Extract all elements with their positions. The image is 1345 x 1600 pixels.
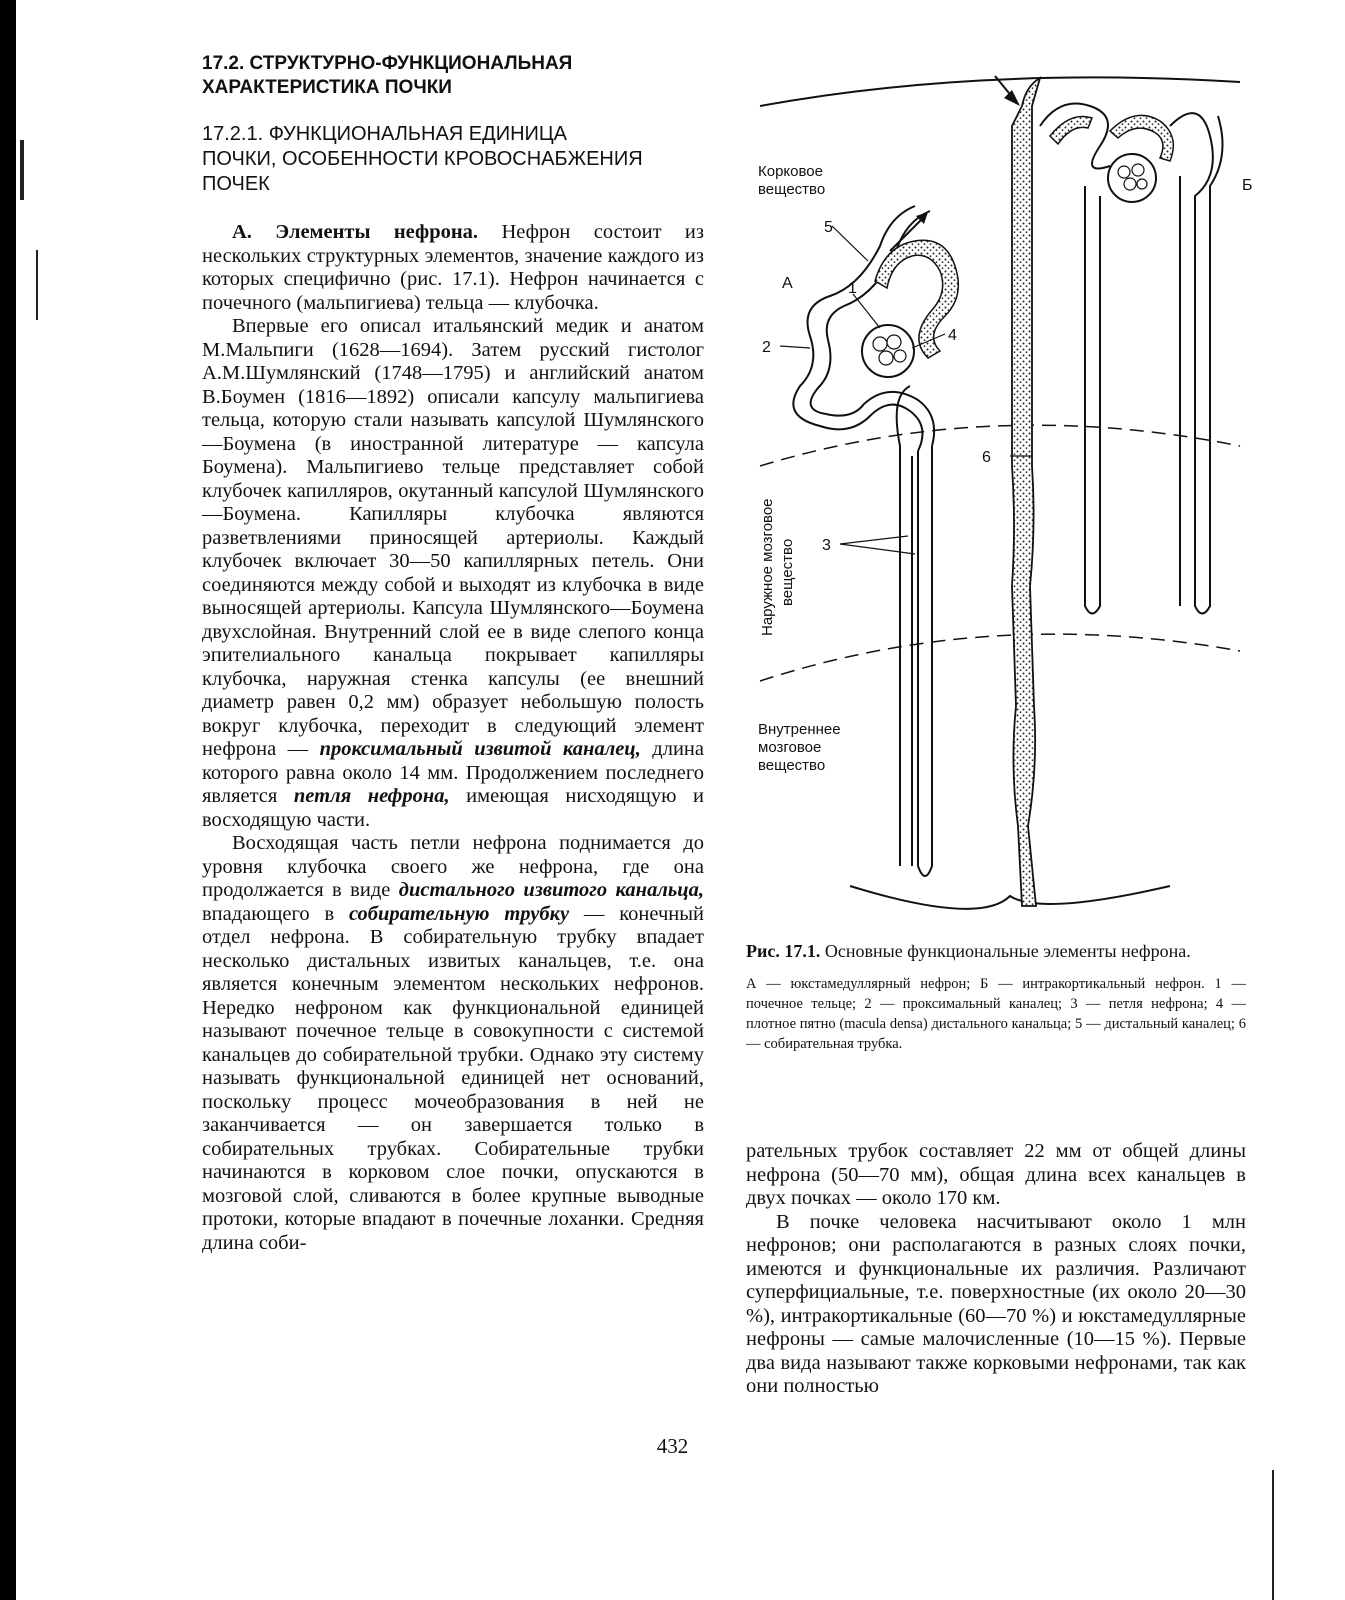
paragraph-text: впадающего в (202, 902, 349, 925)
paragraph-nephron-elements (202, 221, 704, 315)
distal-tubule-b (1050, 115, 1173, 161)
paragraph-ascending-loop (202, 832, 704, 1255)
figure-caption (746, 940, 1246, 1054)
outer-medulla-boundary-dashed (760, 634, 1240, 681)
paragraph-text: Нефрон состоит из нескольких структурных элементов, значение каждого из которых специфично (рис. 17.1). Нефрон начинается с почечного (мальпигиева) тельца — клубочка. (202, 221, 704, 314)
scan-edge-mark (1272, 1470, 1274, 1600)
subsection-title-line3: ПОЧЕК (202, 173, 270, 195)
term-nephron-loop: петля нефрона, (293, 785, 450, 807)
caption-title-text: Основные функциональные элементы нефрона. (820, 941, 1191, 961)
scan-edge-mark (20, 140, 24, 200)
renal-corpuscle-a (862, 325, 914, 377)
caption-title (746, 940, 1246, 962)
paragraph-nephron-count: В почке человека насчитывают около 1 млн нефронов; они располагаются в разных слоях почки, имеются и функциональные их различия. Различают суперфициальные, т.е. поверхностные (их около 20—30 %), интракортикальные (60—70 %) и юкстамедуллярные нефроны — самые малочисленные (10—15 %). Первые два вида называют также корковыми нефронами, так как они полностью (746, 1210, 1246, 1397)
label-cortex-line1: Корковое (758, 163, 823, 180)
paragraph-text: имеющая нисходящую и восходящую части. (202, 785, 705, 831)
paragraph-history (202, 315, 704, 832)
scan-edge-mark (36, 250, 38, 320)
caption-legend: А — юкстамедуллярный нефрон; Б — интракортикальный нефрон. 1 — почечное тельце; 2 — проксимальный каналец; 3 — петля нефрона; 4 — плотное пятно (macula densa) дистального канальца; 5 — дистальный каналец; 6 — собирательная трубка. (746, 976, 1246, 1052)
nephron-figure (740, 66, 1260, 916)
label-number-4: 4 (948, 327, 957, 344)
term-distal-tubule: дистального извитого канальца, (398, 879, 704, 901)
label-number-2: 2 (762, 339, 771, 356)
label-outer-medulla-line2: вещество (779, 538, 796, 606)
section-title-line2: ХАРАКТЕРИСТИКА ПОЧКИ (202, 77, 452, 98)
scan-edge-bar (0, 0, 16, 1600)
label-cortex-line2: вещество (758, 181, 826, 198)
subsection-title-line2: ПОЧКИ, ОСОБЕННОСТИ КРОВОСНАБЖЕНИЯ (202, 148, 643, 170)
label-number-1: 1 (848, 280, 857, 297)
paragraph-lead: А. Элементы нефрона. (232, 221, 479, 243)
label-number-6: 6 (982, 449, 991, 466)
cortex-boundary-dashed (760, 425, 1240, 466)
subsection-title (202, 122, 704, 197)
page-number: 432 (656, 1434, 689, 1458)
renal-corpuscle-b (1108, 154, 1156, 202)
label-outer-medulla-line1: Наружное мозговое (759, 498, 776, 636)
afferent-arrowhead (1004, 90, 1020, 106)
section-title-line1: 17.2. СТРУКТУРНО-ФУНКЦИОНАЛЬНАЯ (202, 53, 573, 74)
label-number-5: 5 (824, 219, 833, 236)
paragraph-text: Впервые его описал итальянский медик и анатом М.Мальпиги (1628—1694). Затем русский гистолог А.М.Шумлянский (1748—1795) и английский анатом В.Боумен (1816—1892) описали капсулу мальпигиева тельца, которую стали называть капсулой Шумлянского—Боумена (в иностранной литературе — капсула Боумена). Мальпигиево тельце представляет собой клубочек капилляров, окутанный капсулой Шумлянского—Боумена. Капилляры клубочка являются разветвлениями приносящей артериолы. Каждый клубочек включает 30—50 капиллярных петель. Они соединяются между собой и выходят из клубочка в виде выносящей артериолы. Капсула Шумлянского—Боумена двухслойная. Внутренний слой ее в виде слепого конца эпителиального канальца покрывает капилляры клубочка, наружная стенка капсулы (ее внешний диаметр равен 0,2 мм) образует небольшую полость вокруг клубочка, переходит в следующий элемент нефрона — (202, 315, 704, 760)
term-collecting-duct: собирательную трубку (348, 902, 570, 925)
right-column (746, 1140, 1246, 1399)
label-nephron-a: А (782, 275, 793, 292)
caption-figure-number: Рис. 17.1. (746, 941, 821, 961)
label-nephron-b: Б (1242, 177, 1253, 194)
leader-lines (780, 226, 1032, 554)
left-column (202, 52, 704, 1255)
section-title (202, 52, 704, 100)
subsection-title-line1: 17.2.1. ФУНКЦИОНАЛЬНАЯ ЕДИНИЦА (202, 123, 568, 145)
paragraph-text: длина которого равна около 14 мм. Продолжением последнего является (202, 738, 704, 807)
label-inner-medulla-line1: Внутреннее (758, 721, 841, 738)
paragraph-text: — конечный отдел нефрона. В собирательную трубку впадает несколько дистальных извитых канальцев, т.е. она является конечным элементом нескольких нефронов. Нередко нефроном как функциональной единицей называют почечное тельце в совокупности с системой канальцев до собирательной трубки. Однако эту систему называть функциональной единицей нет оснований, поскольку процесс мочеобразования в ней не заканчивается — он завершается только в собирательных трубках. Собирательные трубки начинаются в корковом слое почки, опускаются в мозговой слой, сливаются в более крупные выводные протоки, которые впадают в почечные лоханки. Средняя длина соби- (202, 902, 704, 1254)
paragraph-text: Восходящая часть петли нефрона поднимается до уровня клубочка своего же нефрона, где она продолжается в виде (202, 832, 704, 901)
label-number-3: 3 (822, 537, 831, 554)
term-proximal-tubule: проксимальный извитой каналец, (319, 738, 641, 760)
renal-papilla-line (850, 886, 1170, 909)
collecting-duct (1012, 78, 1040, 906)
label-inner-medulla-line3: вещество (758, 757, 826, 774)
paragraph-continuation: рательных трубок составляет 22 мм от общей длины нефрона (50—70 мм), общая длина всех канальцев в двух почках — около 170 км. (746, 1140, 1246, 1209)
label-inner-medulla-line2: мозговое (758, 739, 822, 756)
